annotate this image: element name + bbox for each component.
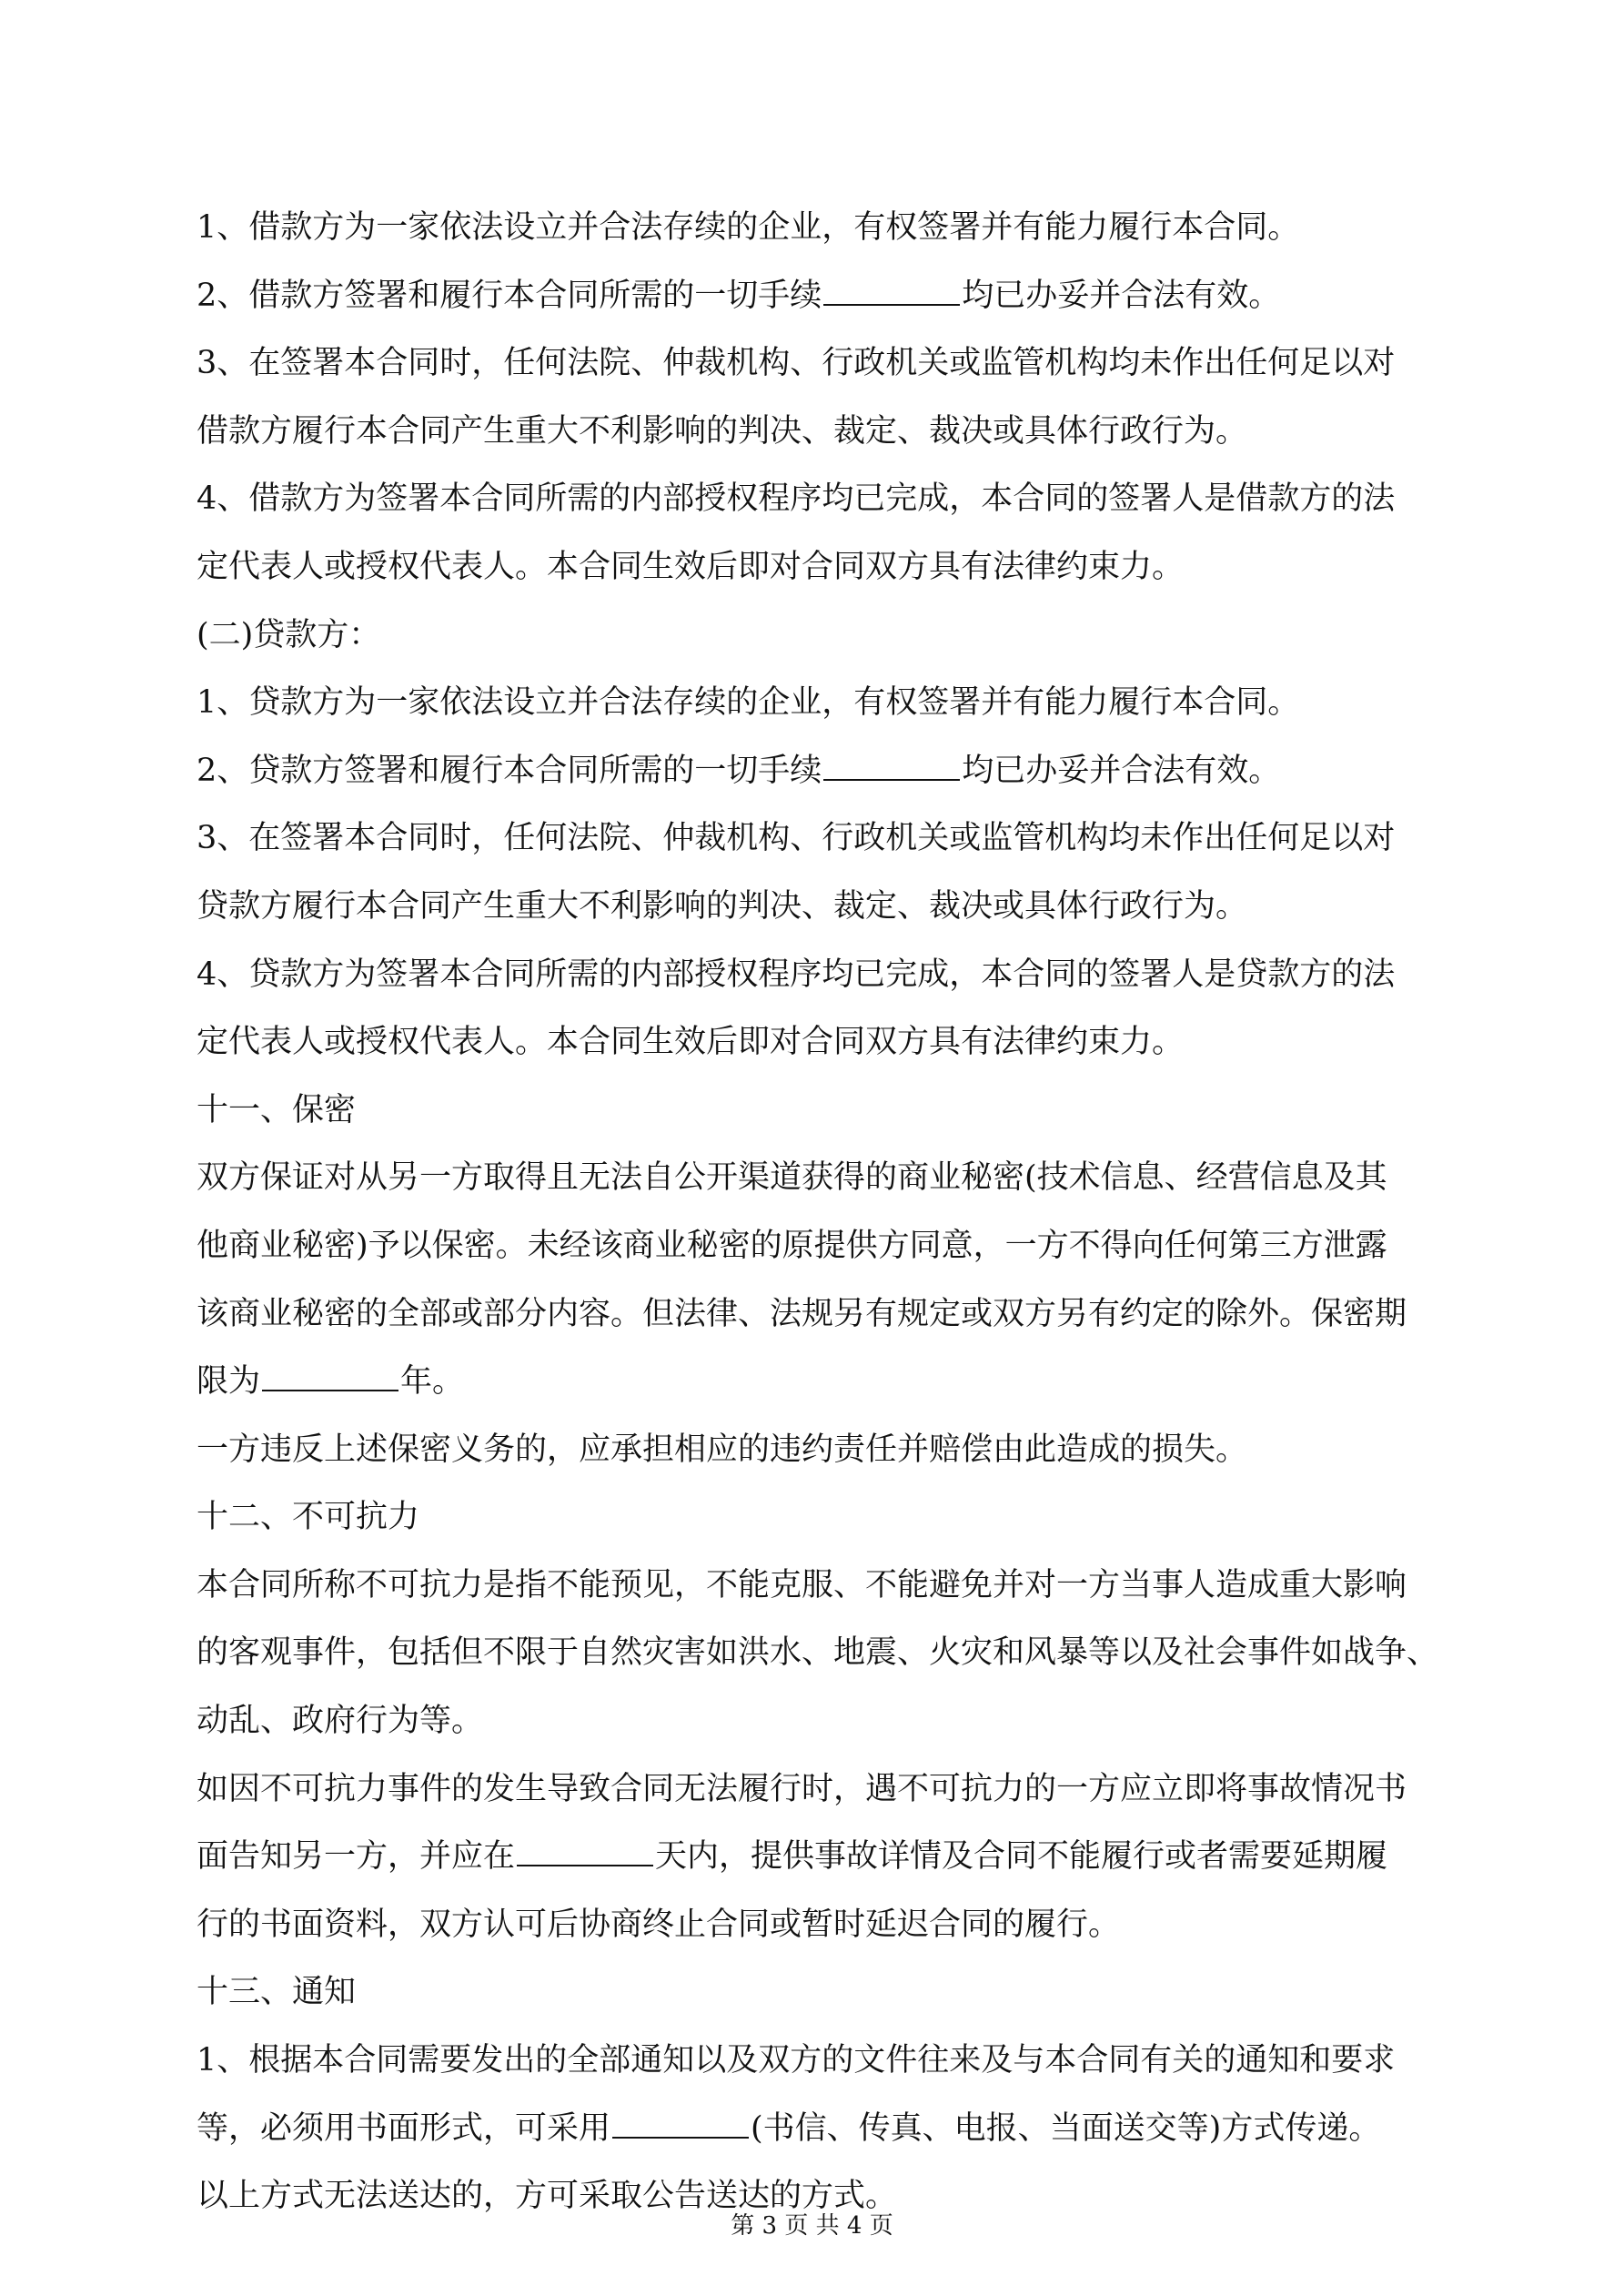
- text-segment: 等，必须用书面形式，可采用: [197, 2109, 611, 2147]
- text-line-with-blank: [197, 262, 1441, 330]
- section-heading: 十三、通知: [197, 1974, 357, 2011]
- fill-in-blank: [262, 1360, 398, 1391]
- text-line-with-blank: [197, 1823, 1441, 1891]
- fill-in-blank: [823, 749, 960, 781]
- text-line: 如因不可抗力事件的发生导致合同无法履行时，遇不可抗力的一方应立即将事故情况书: [197, 1770, 1407, 1807]
- text-segment: 天内，提供事故详情及合同不能履行或者需要延期履: [655, 1838, 1388, 1876]
- text-line: 贷款方履行本合同产生重大不利影响的判决、裁定、裁决或具体行政行为。: [197, 887, 1248, 925]
- document-body: [197, 194, 1441, 2230]
- text-segment: 年。: [400, 1363, 465, 1401]
- text-segment: 均已办妥并合法有效。: [962, 752, 1281, 789]
- text-line: 4、借款方为签署本合同所需的内部授权程序均已完成，本合同的签署人是借款方的法: [197, 480, 1396, 518]
- text-segment: 2、借款方签署和履行本合同所需的一切手续: [197, 277, 822, 314]
- text-segment: 面告知另一方，并应在: [197, 1838, 516, 1876]
- text-segment: (书信、传真、电报、当面送交等)方式传递。: [751, 2109, 1381, 2147]
- text-line: 他商业秘密)予以保密。未经该商业秘密的原提供方同意，一方不得向任何第三方泄露: [197, 1227, 1387, 1264]
- text-line-with-blank: [197, 737, 1441, 805]
- fill-in-blank: [612, 2106, 749, 2138]
- text-line: 一方违反上述保密义务的，应承担相应的违约责任并赔偿由此造成的损失。: [197, 1431, 1248, 1468]
- text-line: 借款方履行本合同产生重大不利影响的判决、裁定、裁决或具体行政行为。: [197, 412, 1248, 450]
- text-line: 本合同所称不可抗力是指不能预见，不能克服、不能避免并对一方当事人造成重大影响: [197, 1566, 1407, 1603]
- text-line: 定代表人或授权代表人。本合同生效后即对合同双方具有法律约束力。: [197, 1024, 1185, 1061]
- fill-in-blank: [823, 273, 960, 305]
- text-line-with-blank: [197, 1348, 1441, 1416]
- text-line: 3、在签署本合同时，任何法院、仲裁机构、行政机关或监管机构均未作出任何足以对: [197, 345, 1396, 382]
- text-line: 3、在签署本合同时，任何法院、仲裁机构、行政机关或监管机构均未作出任何足以对: [197, 820, 1396, 857]
- text-line: 动乱、政府行为等。: [197, 1703, 484, 1740]
- text-line: 1、借款方为一家依法设立并合法存续的企业，有权签署并有能力履行本合同。: [197, 209, 1300, 246]
- text-line: 的客观事件，包括但不限于自然灾害如洪水、地震、火灾和风暴等以及社会事件如战争、: [197, 1634, 1439, 1672]
- text-line: 以上方式无法送达的，方可采取公告送达的方式。: [197, 2178, 898, 2215]
- section-subheading: (二)贷款方：: [197, 616, 381, 653]
- text-line: 1、根据本合同需要发出的全部通知以及双方的文件往来及与本合同有关的通知和要求: [197, 2042, 1396, 2079]
- text-segment: 2、贷款方签署和履行本合同所需的一切手续: [197, 752, 822, 789]
- text-line: 双方保证对从另一方取得且无法自公开渠道获得的商业秘密(技术信息、经营信息及其: [197, 1159, 1387, 1197]
- text-segment: 均已办妥并合法有效。: [962, 277, 1281, 314]
- section-heading: 十一、保密: [197, 1091, 357, 1128]
- fill-in-blank: [517, 1835, 653, 1866]
- text-line: 1、贷款方为一家依法设立并合法存续的企业，有权签署并有能力履行本合同。: [197, 684, 1300, 722]
- text-line: 行的书面资料，双方认可后协商终止合同或暂时延迟合同的履行。: [197, 1906, 1121, 1943]
- page-number-footer: 第 3 页 共 4 页: [731, 2212, 893, 2240]
- text-line: 定代表人或授权代表人。本合同生效后即对合同双方具有法律约束力。: [197, 548, 1185, 585]
- text-segment: 限为: [197, 1363, 261, 1401]
- text-line: 4、贷款方为签署本合同所需的内部授权程序均已完成，本合同的签署人是贷款方的法: [197, 956, 1396, 993]
- text-line: 该商业秘密的全部或部分内容。但法律、法规另有规定或双方另有约定的除外。保密期: [197, 1295, 1407, 1332]
- section-heading: 十二、不可抗力: [197, 1499, 420, 1536]
- text-line-with-blank: [197, 2095, 1441, 2163]
